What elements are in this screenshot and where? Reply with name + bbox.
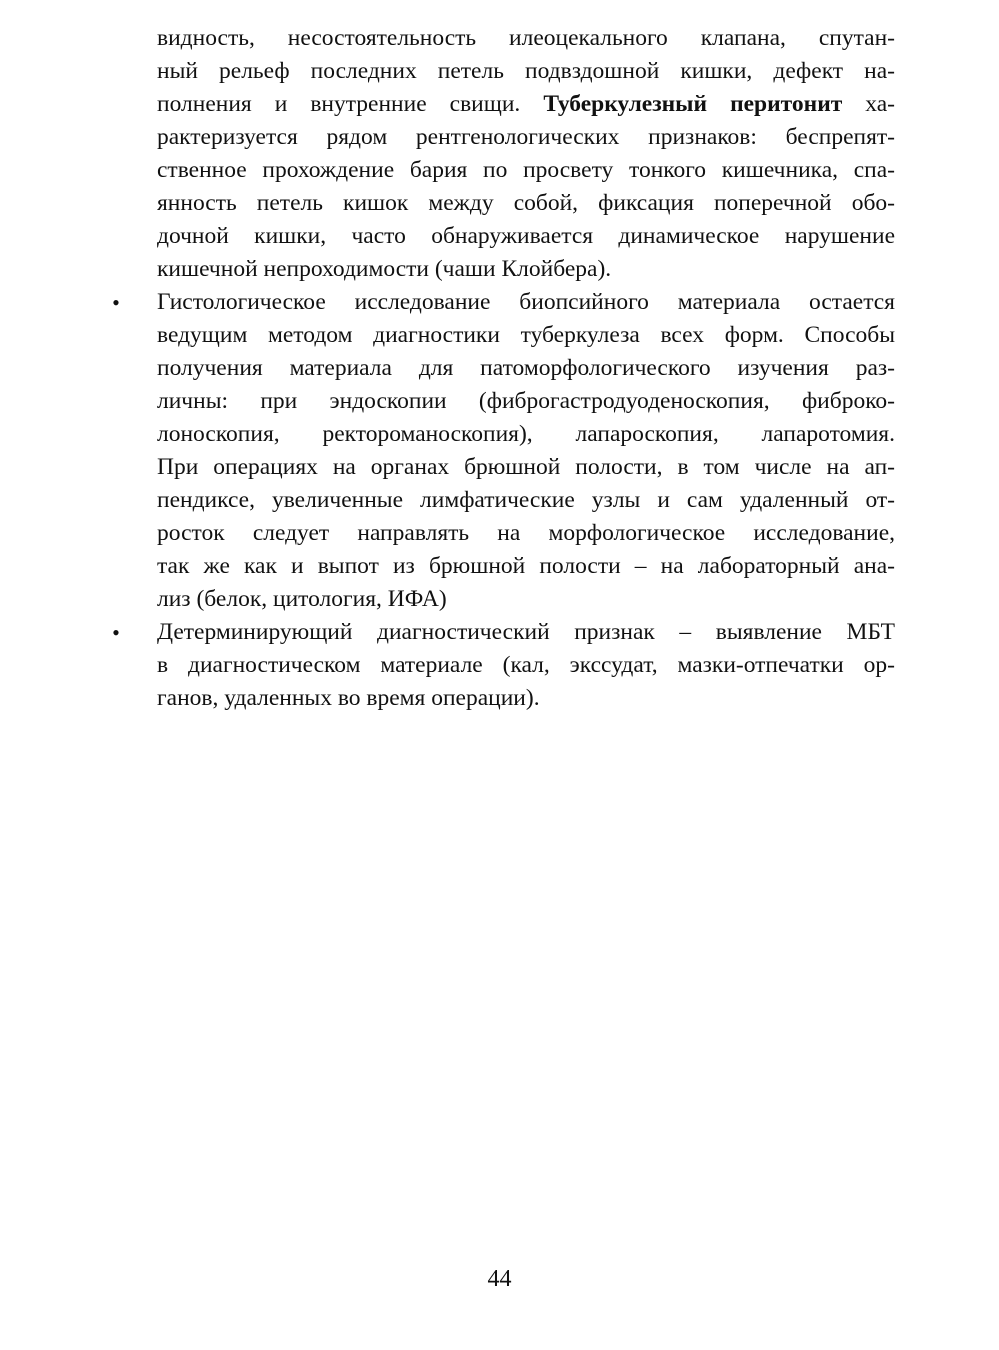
bullet-icon: • <box>112 620 120 645</box>
text-line: янность петель кишок между собой, фиксация поперечной обо- <box>157 190 895 216</box>
text-line: так же как и выпот из брюшной полости – на лабораторный ана- <box>157 553 895 579</box>
text-line: ганов, удаленных во время операции). <box>157 685 540 711</box>
bold-term: Туберкулезный перитонит <box>543 91 843 117</box>
text-line: Детерминирующий диагностический признак – выявление МБТ <box>157 619 895 645</box>
text-line: получения материала для патоморфологического изучения раз- <box>157 355 895 381</box>
text-line: лоноскопия, ректороманоскопия), лапароскопия, лапаротомия. <box>157 421 895 447</box>
text-line: ный рельеф последних петель подвздошной кишки, дефект на- <box>157 58 895 84</box>
text-line: Гистологическое исследование биопсийного материала остается <box>157 289 895 315</box>
text-line: в диагностическом материале (кал, экссудат, мазки-отпечатки ор- <box>157 652 895 678</box>
text-line: дочной кишки, часто обнаруживается динамическое нарушение <box>157 223 895 249</box>
text-line: видность, несостоятельность илеоцекального клапана, спутан- <box>157 25 895 51</box>
page-number: 44 <box>487 1266 512 1292</box>
paragraph-continuation <box>157 22 895 286</box>
list-item <box>112 286 895 616</box>
text-line: При операциях на органах брюшной полости, в том числе на ап- <box>157 454 895 480</box>
text-line: личны: при эндоскопии (фиброгастродуоденоскопия, фиброко- <box>157 388 895 414</box>
text-line: ственное прохождение бария по просвету тонкого кишечника, спа- <box>157 157 895 183</box>
text-line: росток следует направлять на морфологическое исследование, <box>157 520 895 546</box>
bullet-icon: • <box>112 290 120 315</box>
text-fragment: ха- <box>842 91 895 117</box>
text-line: кишечной непроходимости (чаши Клойбера). <box>157 256 612 282</box>
text-line <box>157 88 895 121</box>
text-line: ведущим методом диагностики туберкулеза всех форм. Способы <box>157 322 895 348</box>
text-line: пендиксе, увеличенные лимфатические узлы и сам удаленный от- <box>157 487 895 513</box>
list-item <box>112 616 895 715</box>
text-line: рактеризуется рядом рентгенологических признаков: беспрепят- <box>157 124 895 150</box>
text-line: лиз (белок, цитология, ИФА) <box>157 586 447 612</box>
text-fragment: полнения и внутренние свищи. <box>157 91 544 117</box>
body-text <box>112 22 895 715</box>
